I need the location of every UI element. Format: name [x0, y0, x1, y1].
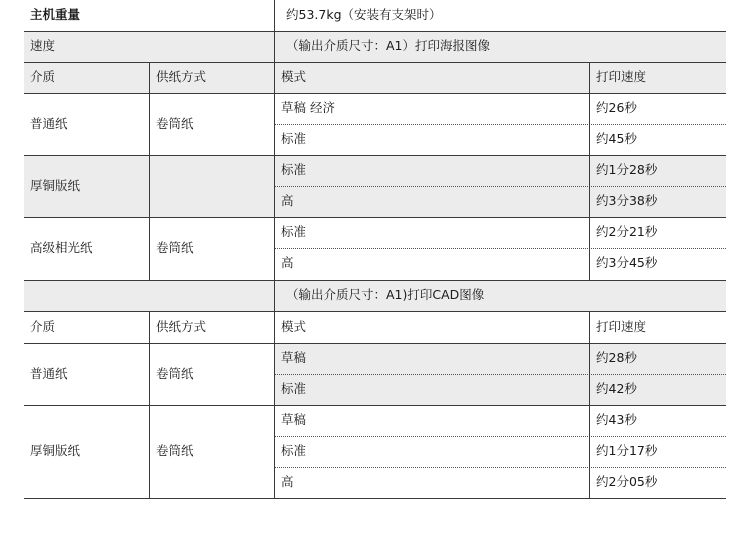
poster-feed-1: 卷筒纸	[156, 115, 194, 131]
poster-media-1: 普通纸	[30, 115, 68, 131]
subrule	[274, 374, 726, 375]
rule	[24, 280, 726, 281]
cad-speed-2c: 约2分05秒	[596, 474, 658, 490]
col-divider	[589, 62, 590, 280]
poster-speed-2a: 约1分28秒	[596, 162, 658, 178]
rule	[24, 498, 726, 499]
poster-mode-1a: 草稿 经济	[281, 100, 335, 116]
cad-header-mode: 模式	[281, 318, 307, 334]
header-speed: 打印速度	[596, 69, 647, 85]
weight-value: 约53.7kg（安装有支架时）	[286, 7, 442, 23]
cad-mode-2a: 草稿	[281, 412, 307, 428]
poster-mode-3a: 标准	[281, 224, 307, 240]
rule	[24, 31, 726, 32]
poster-speed-3a: 约2分21秒	[596, 224, 658, 240]
col-divider	[149, 62, 150, 280]
poster-feed-3: 卷筒纸	[156, 239, 194, 255]
col-divider	[274, 311, 275, 498]
cad-speed-2a: 约43秒	[596, 412, 637, 428]
cad-media-2: 厚铜版纸	[30, 443, 81, 459]
subrule	[274, 186, 726, 187]
weight-label: 主机重量	[30, 7, 81, 23]
poster-mode-2a: 标准	[281, 162, 307, 178]
rule	[24, 62, 726, 63]
subrule	[274, 436, 726, 437]
cad-mode-1b: 标准	[281, 381, 307, 397]
col-divider	[149, 311, 150, 498]
poster-mode-3b: 高	[281, 255, 294, 271]
col-divider	[274, 280, 275, 311]
col-divider	[274, 0, 275, 62]
header-mode: 模式	[281, 69, 307, 85]
poster-speed-2b: 约3分38秒	[596, 193, 658, 209]
col-divider	[589, 311, 590, 498]
poster-feed-2	[150, 155, 274, 217]
rule	[24, 217, 726, 218]
cad-media-1: 普通纸	[30, 365, 68, 381]
rule	[24, 405, 726, 406]
cad-header-media: 介质	[30, 318, 56, 334]
cad-mode-2b: 标准	[281, 443, 307, 459]
rule	[24, 155, 726, 156]
speed-label: 速度	[30, 38, 56, 54]
subrule	[274, 248, 726, 249]
poster-speed-1b: 约45秒	[596, 131, 637, 147]
cad-feed-2: 卷筒纸	[156, 443, 194, 459]
rule	[24, 343, 726, 344]
col-divider	[274, 62, 275, 280]
rule	[24, 311, 726, 312]
subrule	[274, 124, 726, 125]
header-feed: 供纸方式	[156, 69, 207, 85]
rule	[24, 93, 726, 94]
poster-speed-1a: 约26秒	[596, 100, 637, 116]
poster-speed-3b: 约3分45秒	[596, 255, 658, 271]
poster-section-title: （输出介质尺寸：A1）打印海报图像	[286, 38, 491, 54]
cad-header-feed: 供纸方式	[156, 318, 207, 334]
cad-header-speed: 打印速度	[596, 318, 647, 334]
cad-speed-1a: 约28秒	[596, 350, 637, 366]
poster-mode-2b: 高	[281, 193, 294, 209]
poster-mode-1b: 标准	[281, 131, 307, 147]
cad-speed-1b: 约42秒	[596, 381, 637, 397]
cad-section-title: （输出介质尺寸：A1)打印CAD图像	[286, 287, 485, 303]
subrule	[274, 467, 726, 468]
cad-speed-2b: 约1分17秒	[596, 443, 658, 459]
cad-feed-1: 卷筒纸	[156, 365, 194, 381]
header-media: 介质	[30, 69, 56, 85]
poster-media-3: 高级相光纸	[30, 239, 93, 255]
poster-media-2: 厚铜版纸	[30, 177, 81, 193]
cad-mode-1a: 草稿	[281, 350, 307, 366]
cad-mode-2c: 高	[281, 474, 294, 490]
